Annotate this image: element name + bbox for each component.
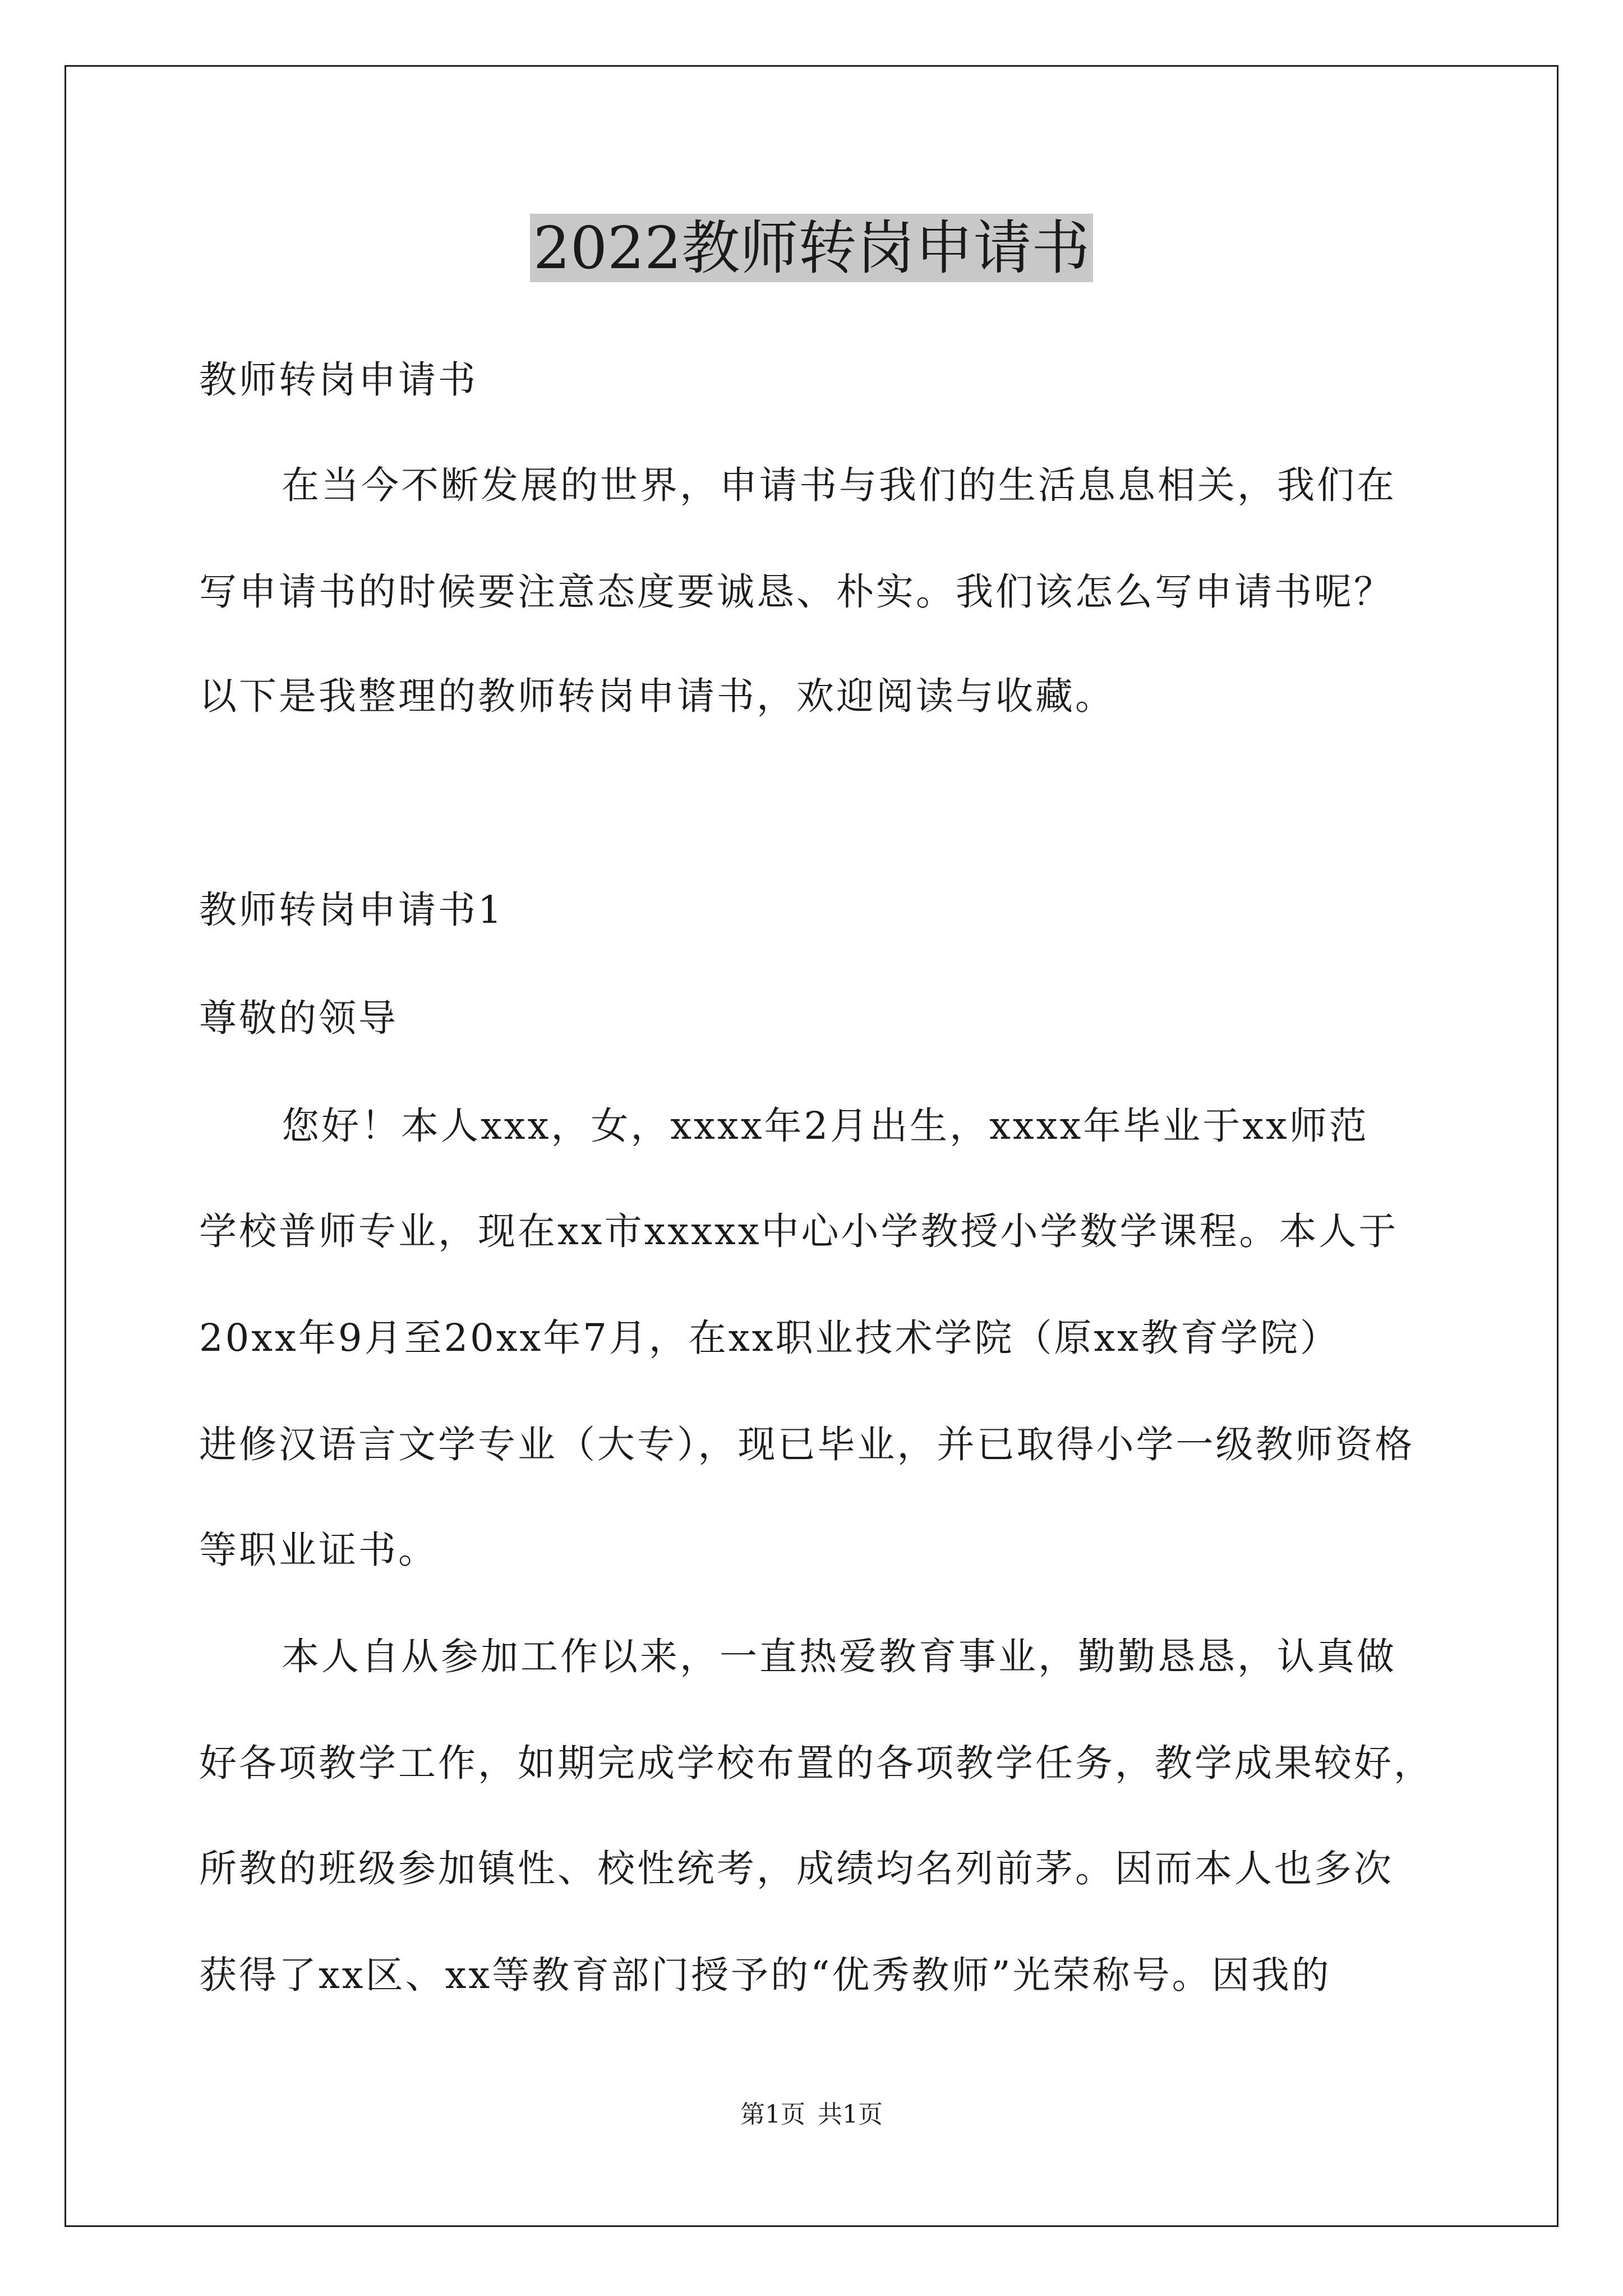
document-title xyxy=(0,209,1623,287)
paragraph-line: 等职业证书。 xyxy=(199,1528,438,1572)
paragraph-line: 进修汉语言文学专业（大专），现已毕业，并已取得小学一级教师资格 xyxy=(199,1423,1415,1466)
paragraph-line: 所教的班级参加镇性、校性统考，成绩均名列前茅。因而本人也多次 xyxy=(199,1847,1394,1890)
paragraph-line: 学校普师专业，现在xx市xxxxx中心小学教授小学数学课程。本人于 xyxy=(199,1209,1399,1253)
paragraph-line: 获得了xx区、xx等教育部门授予的“优秀教师”光荣称号。因我的 xyxy=(199,1953,1331,1997)
subtitle: 教师转岗申请书 xyxy=(199,358,478,402)
intro-line: 在当今不断发展的世界，申请书与我们的生活息息相关，我们在 xyxy=(282,463,1396,507)
paragraph-line: 您好！本人xxx，女，xxxx年2月出生，xxxx年毕业于xx师范 xyxy=(282,1104,1369,1148)
paragraph-line: 20xx年9月至20xx年7月，在xx职业技术学院（原xx教育学院） xyxy=(199,1316,1340,1360)
document-title-text: 2022教师转岗申请书 xyxy=(530,214,1094,282)
section-heading: 教师转岗申请书1 xyxy=(199,888,504,932)
paragraph-line: 本人自从参加工作以来，一直热爱教育事业，勤勤恳恳，认真做 xyxy=(282,1635,1396,1678)
paragraph-line: 好各项教学工作，如期完成学校布置的各项教学任务，教学成果较好， xyxy=(199,1741,1433,1785)
page-footer: 第1页 共1页 xyxy=(740,2100,883,2129)
salutation: 尊敬的领导 xyxy=(199,996,398,1040)
intro-line: 以下是我整理的教师转岗申请书，欢迎阅读与收藏。 xyxy=(199,674,1115,718)
intro-line: 写申请书的时候要注意态度要诚恳、朴实。我们该怎么写申请书呢？ xyxy=(199,570,1394,614)
